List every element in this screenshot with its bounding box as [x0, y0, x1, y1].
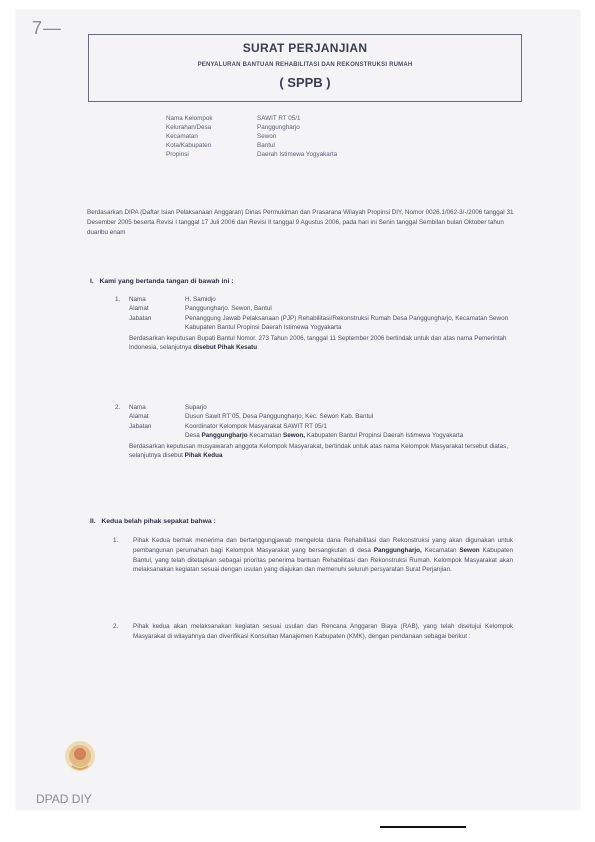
party-two [115, 403, 513, 461]
party-note-text: Berdasarkan keputusan Bupati Bantul Nomor. 273 Tahun 2006, tanggal 11 September 2006 bertindak untuk dan atas nama Pemerintah Indonesia, selanjutnya [129, 335, 507, 352]
text-fragment: Kabupaten Bantul Propinsi Daerah Istimewa Yogyakarta [306, 431, 464, 439]
section-number: I. [90, 278, 94, 285]
field-value: Penanggung Jawab Pelaksanaan (PJP) Rehabilitasi/Rekonstruksi Rumah Desa Panggungharjo, Kecamatan Sewon Kabupaten Bantul Propinsi Daerah Istimewa Yogyakarta [185, 314, 509, 331]
field-label: Alamat [129, 413, 149, 421]
section-number: II. [90, 518, 96, 525]
item-text: Pihak kedua akan melaksanakan kegiatan sesuai usulan dan Rencana Anggaran Biaya (RAB), yang telah disetujui Kelompok Masyarakat di wilayahnya dan diverifikasi Konsultan Manajemen Kabupaten (KMK), dengan pendanaan sebagai berikut : [133, 623, 513, 640]
section-title: Kami yang bertanda tangan di bawah ini : [99, 278, 234, 285]
info-label: Kelurahan/Desa [166, 124, 212, 131]
item-text [133, 536, 513, 575]
underline-mark [380, 826, 466, 828]
item-number: 1. [113, 537, 119, 544]
field-value-continued [185, 431, 513, 440]
info-row [166, 132, 337, 141]
field-value: H. Samidjo [185, 296, 216, 303]
group-info [166, 114, 337, 159]
district-name: Sewon [459, 546, 480, 554]
party-one [115, 295, 513, 353]
info-value: Daerah Istimewa Yogyakarta [257, 151, 338, 158]
text-fragment: Kecamatan [424, 546, 457, 554]
field-label: Nama [129, 296, 146, 303]
section-title: Kedua belah pihak sepakat bahwa : [101, 518, 216, 525]
info-label: Kota/Kabupaten [166, 142, 212, 149]
village-name: Panggungharjo, [373, 546, 422, 554]
agreement-item [113, 536, 513, 575]
text-fragment: Desa [185, 431, 200, 439]
field-value: Koordinator Kelompok Masyarakat SAWIT RT 05/1 [185, 422, 327, 430]
info-value: Bantul [257, 142, 275, 149]
field-value: Dusun Sawit RT 05, Desa Panggungharjo, Kec. Sewon Kab. Bantul [185, 413, 374, 421]
title-box [88, 34, 522, 102]
field-label: Alamat [129, 305, 149, 313]
field-label: Jabatan [129, 422, 152, 430]
intro-paragraph: Berdasarkan DIPA (Daftar Isian Pelaksanaan Anggaran) Dinas Permukiman dan Prasarana Wilayah Propinsi DIY, Nomor 0026.1/062-3/-/2006 tanggal 31 Desember 2005 beserta Revisi I tanggal 17 Juli 2006 dan Revisi II tanggal 9 Agustus 2006, pada hari ini Senin tanggal Sembilan bulan Oktober tahun duaribu enam [87, 209, 514, 236]
info-row [166, 141, 337, 150]
document-code: ( SPPB ) [279, 75, 331, 90]
text-fragment: Pihak Kedua berhak menerima dan bertanggungjawab mengelola dana Rehabilitasi dan Rekonstruksi yang akan digunakan untuk pembangunan perumahan bagi Kelompok Masyarakat yang bersangkutan di desa [133, 537, 513, 554]
section-1-heading [90, 278, 234, 285]
document-title: SURAT PERJANJIAN [242, 41, 368, 55]
party-number: 2. [115, 404, 121, 411]
pen-scribble: 7 — [32, 18, 60, 38]
party-note [129, 334, 513, 353]
party-designation: disebut Pihak Kesatu [193, 344, 258, 352]
item-number: 2. [113, 623, 119, 630]
section-2-heading [90, 518, 216, 525]
info-label: Propinsi [166, 151, 189, 158]
party-number: 1. [115, 296, 121, 303]
text-fragment: Kabupaten Bantul, yang telah ditetapkan sebagai prioritas penerima bantuan Rehabilitasi dan Rekonstruksi Rumah. Kelompok Masyarakat akan melaksanakan kegiatan sesuai dengan usulan yang diajukan dan memenuhi seluruh persyaratan Surat Perjanjian. [133, 546, 513, 574]
watermark: DPAD DIY [36, 792, 92, 806]
field-label: Nama [129, 404, 146, 411]
document-subtitle: PENYALURAN BANTUAN REHABILITASI DAN REKONSTRUKSI RUMAH [197, 62, 413, 68]
field-value: Panggungharjo. Sewon, Bantul [185, 305, 272, 313]
info-label: Nama Kelompok [166, 115, 213, 122]
party-note [129, 442, 513, 461]
field-label: Jabatan [129, 314, 152, 322]
party-designation: Pihak Kedua [184, 452, 223, 460]
village-name: Panggungharjo [201, 431, 248, 439]
info-label: Kecamatan [166, 133, 198, 140]
info-row [166, 150, 337, 159]
info-value: Panggungharjo [257, 124, 300, 131]
info-row [166, 114, 337, 123]
party-note-text: Berdasarkan keputusan musyawarah anggota Kelompok Masyarakat, bertindak untuk atas nama Kelompok Masyarakat tersebut diatas, selanjutnya disebut [129, 443, 509, 460]
info-row [166, 123, 337, 132]
field-value: Suparjo [185, 404, 207, 411]
info-value: SAWIT RT 05/1 [257, 115, 301, 122]
agreement-item [113, 622, 513, 642]
seal-emblem-icon [60, 736, 100, 776]
text-fragment: Kecamatan [249, 431, 282, 439]
district-name: Sewon, [283, 431, 306, 439]
info-value: Sewon [257, 133, 277, 140]
